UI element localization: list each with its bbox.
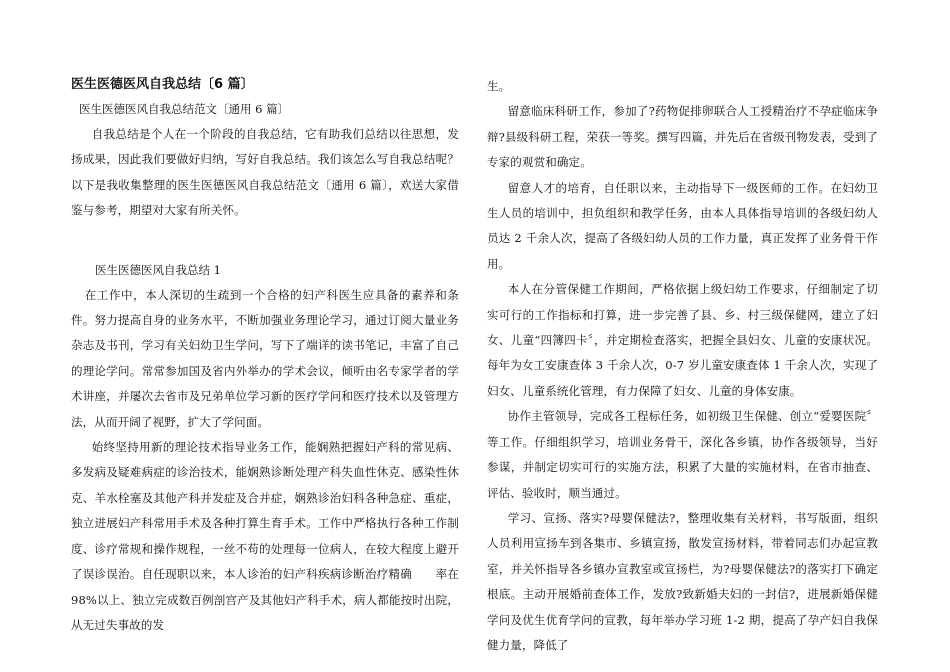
continued-text: 生。 bbox=[487, 79, 511, 93]
right-column bbox=[487, 74, 878, 658]
section-heading: 医生医德医风自我总结 1 bbox=[95, 262, 221, 277]
document-title: 医生医德医风自我总结〔6 篇〕 bbox=[71, 77, 254, 92]
body-paragraph: 协作主管领导，完成各工程标任务，如初级卫生保健、创立“爱婴医院〞等工作。仔细组织学习，培训业务骨干，深化各乡镇，协作各级领导，当好参谋，并制定切实可行的实施方法，积累了大量的实施材料，在省市抽查、评估、验收时，顺当通过。 bbox=[487, 409, 878, 500]
body-paragraph: 本人在分管保健工作期间，严格依据上级妇幼工作要求，仔细制定了切实可行的工作指标和打算，进一步完善了县、乡、村三级保健网，建立了妇女、儿童“四簿四卡〞，并定期检查落实，把握全县妇女、儿童的安康状况。每年为女工安康查体 3 千余人次，0-7 岁儿童安康查体 1 千余人次，实现了妇女、儿童系统化管理，有力保障了妇女、儿童的身体安康。 bbox=[487, 282, 878, 398]
intro-paragraph: 自我总结是个人在一个阶段的自我总结，它有助我们总结以往思想，发扬成果，因此我们要做好归纳，写好自我总结。我们该怎么写自我总结呢？以下是我收集整理的医生医德医风自我总结范文〔通用 6 篇〕，欢送大家借鉴与参考，期望对大家有所关怀。 bbox=[71, 127, 459, 218]
body-paragraph: 留意临床科研工作，参加了?药物促排卵联合人工授精治疗不孕症临床争辩?县级科研工程，荣获一等奖。撰写四篇，并先后在省级刊物发表，受到了专家的观赏和确定。 bbox=[487, 104, 878, 170]
left-column bbox=[71, 74, 459, 638]
document-subtitle: 医生医德医风自我总结范文〔通用 6 篇〕 bbox=[79, 102, 290, 116]
body-paragraph: 在工作中，本人深切的生疏到一个合格的妇产科医生应具备的素养和条件。努力提高自身的业务水平，不断加强业务理论学习，通过订阅大量业务杂志及书刊，学习有关妇幼卫生学问，写下了端详的读书笔记，丰富了自己的理论学问。常常参加国及省内外举办的学术会议，倾听由名专家学者的学术讲座，并屡次去省市及兄弟单位学习新的医疗学问和医疗技术以及管理方法，从而开阔了视野，扩大了学问面。 bbox=[71, 287, 459, 429]
body-paragraph: 始终坚持用新的理论技术指导业务工作，能娴熟把握妇产科的常见病、多发病及疑难病症的诊治技术，能娴熟诊断处理产科失血性休克、感染性休克、羊水栓塞及其他产科并发症及合并症，娴熟诊治妇科各种急症、重症，独立进展妇产科常用手术及各种打算生育手术。工作中严格执行各种工作制度、诊疗常规和操作规程，一丝不苟的处理每一位病人，在较大程度上避开了误诊误治。自任现职以来，本人诊治的妇产科疾病诊断治疗精确 率在 98%以上、独立完成数百例剖宫产及其他妇产科手术，病人都能按时出院，从无过失事故的发 bbox=[71, 440, 459, 632]
body-paragraph: 留意人才的培育，自任职以来，主动指导下一级医师的工作。在妇幼卫生人员的培训中，担负组织和教学任务，由本人具体指导培训的各级妇幼人员达 2 千余人次，提高了各级妇幼人员的工作力量，真正发挥了业务骨干作用。 bbox=[487, 180, 878, 271]
body-paragraph: 学习、宣扬、落实?母婴保健法?，整理收集有关材料，书写版面，组织人员利用宣扬车到各集市、乡镇宣扬，散发宣扬材料，带着同志们办起宣教室，并关怀指导各乡镇办宣教室或宣扬栏，为?母婴保健法?的落实打下确定根底。主动开展婚前查体工作，发放?致新婚夫妇的一封信?，进展新婚保健学问及优生优育学问的宣教，每年举办学习班 1-2 期，提高了孕产妇自我保健力量，降低了 bbox=[487, 510, 878, 652]
section-spacer bbox=[71, 224, 459, 258]
